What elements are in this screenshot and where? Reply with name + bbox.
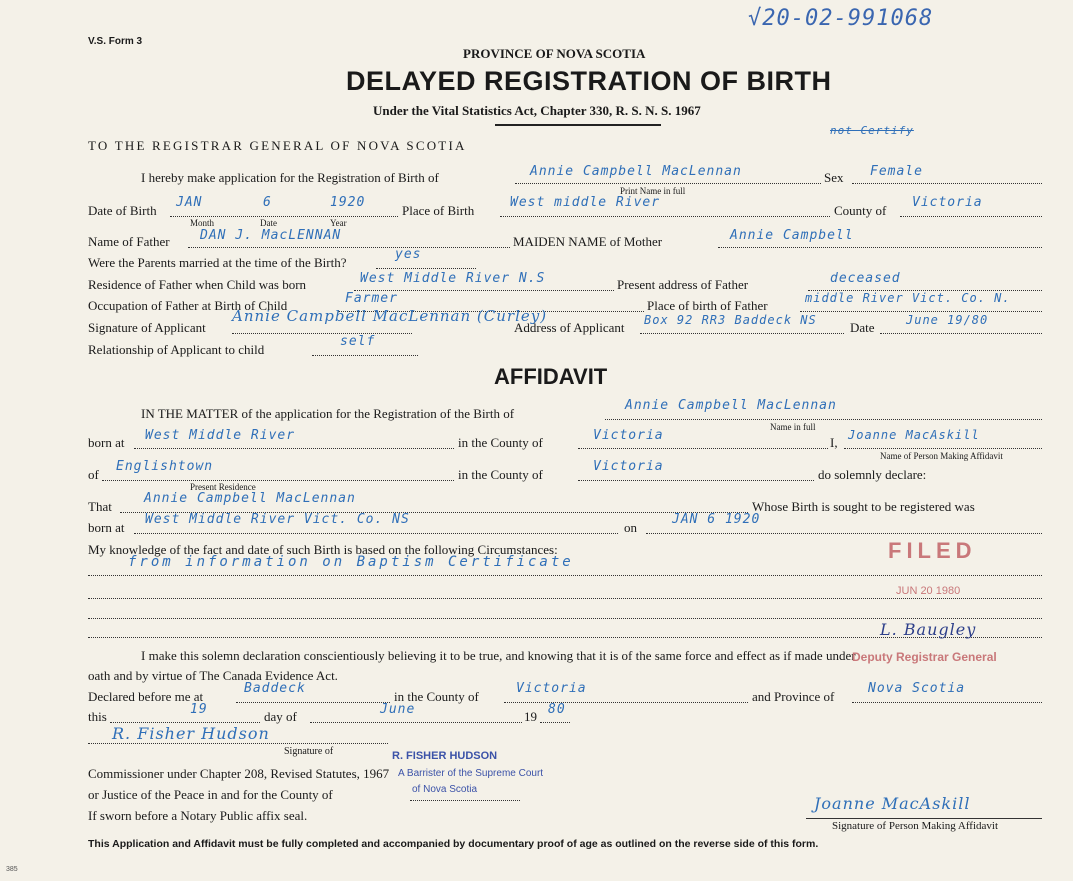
- dob-year: 1920: [330, 195, 366, 210]
- commissioner-line-3: If sworn before a Notary Public affix seal.: [88, 808, 308, 823]
- whose-birth-text: Whose Birth is sought to be registered was: [752, 499, 975, 514]
- dob-month: JAN: [176, 195, 203, 210]
- county-label-3: in the County of: [394, 689, 479, 704]
- matter-label: IN THE MATTER of the application for the Registration of the Birth of: [141, 406, 515, 421]
- matter-line: [605, 419, 1042, 420]
- intro-text: I hereby make application for the Registration of Birth of: [141, 170, 439, 185]
- commissioner-line-2: or Justice of the Peace in and for the County of: [88, 787, 333, 802]
- present-address-label: Present address of Father: [617, 277, 749, 292]
- commissioner-sig-line: [88, 743, 388, 744]
- of-label: of: [88, 467, 99, 482]
- born-on-line: [646, 533, 1042, 534]
- affiant-signature: Joanne MacAskill: [814, 794, 971, 813]
- that-name: Annie Campbell MacLennan: [144, 491, 356, 506]
- commissioner-signature: R. Fisher Hudson: [112, 724, 270, 743]
- sex-label: Sex: [824, 170, 844, 185]
- name-line: [515, 183, 821, 184]
- residence-line-2: [102, 480, 454, 481]
- sex-line: [852, 183, 1042, 184]
- hudson-stamp-name: R. FISHER HUDSON: [392, 750, 498, 762]
- born-at-value: West Middle River: [145, 428, 296, 443]
- circ-line-1: [88, 575, 1042, 576]
- father-name: DAN J. MacLENNAN: [200, 228, 342, 243]
- dob-line: [170, 216, 398, 217]
- residence-value-2: Englishtown: [116, 459, 214, 474]
- footer-note: This Application and Affidavit must be fully completed and accompanied by documentary proof of age as outlined on the reverse side of this form.: [88, 838, 819, 850]
- relationship-value: self: [340, 334, 376, 349]
- month-caption: Month: [190, 218, 215, 228]
- province-line: [852, 702, 1042, 703]
- county-value: Victoria: [912, 195, 983, 210]
- married-value: yes: [395, 247, 422, 262]
- relationship-line: [312, 355, 418, 356]
- maiden-line: [718, 247, 1042, 248]
- page-subtitle: Under the Vital Statistics Act, Chapter 330, R. S. N. S. 1967: [373, 103, 701, 118]
- born-at-line: [134, 448, 454, 449]
- addressee: TO THE REGISTRAR GENERAL OF NOVA SCOTIA: [88, 138, 467, 153]
- maiden-name: Annie Campbell: [730, 228, 854, 243]
- name-in-full-caption: Name in full: [770, 422, 816, 432]
- this-label: this: [88, 709, 107, 724]
- declared-at: Baddeck: [244, 681, 306, 696]
- circ-line-3: [88, 618, 1042, 619]
- county-line-3: [504, 702, 748, 703]
- declare-text: do solemnly declare:: [818, 467, 927, 482]
- year-value: 80: [548, 702, 566, 717]
- county-line: [900, 216, 1042, 217]
- born-at-label: born at: [88, 435, 125, 450]
- sex-value: Female: [870, 164, 923, 179]
- born-at-line-2: [134, 533, 618, 534]
- year-prefix: 19: [524, 709, 537, 724]
- relationship-label: Relationship of Applicant to child: [88, 342, 265, 357]
- year-line: [540, 722, 570, 723]
- province-value: Nova Scotia: [868, 681, 966, 696]
- signature-of-caption: Signature of: [284, 746, 334, 757]
- present-address-value: deceased: [830, 271, 901, 286]
- circ-line-2: [88, 598, 1042, 599]
- file-number: √20-02-991068: [748, 6, 934, 31]
- father-birthplace-line: [800, 311, 1042, 312]
- place-value: West middle River: [510, 195, 661, 210]
- on-label: on: [624, 520, 637, 535]
- affiant-caption: Name of Person Making Affidavit: [880, 451, 1003, 461]
- month-line: [310, 722, 522, 723]
- place-label: Place of Birth: [402, 203, 475, 218]
- that-label: That: [88, 499, 112, 514]
- knowledge-text: My knowledge of the fact and date of such Birth is based on the following Circumstances:: [88, 542, 558, 557]
- child-name: Annie Campbell MacLennan: [530, 164, 742, 179]
- date-label: Date: [850, 320, 875, 335]
- residence-value: West Middle River N.S: [360, 271, 546, 286]
- dob-day: 6: [263, 195, 272, 210]
- father-line: [188, 247, 510, 248]
- married-line: [376, 268, 476, 269]
- declared-label: Declared before me at: [88, 689, 204, 704]
- form-number: V.S. Form 3: [88, 36, 143, 47]
- affiant-sig-caption: Signature of Person Making Affidavit: [832, 820, 998, 832]
- father-label: Name of Father: [88, 234, 170, 249]
- registrar-title: Deputy Registrar General: [852, 650, 997, 664]
- address-line: [640, 333, 844, 334]
- title-rule: [495, 124, 661, 126]
- born-on-value: JAN 6 1920: [672, 512, 761, 527]
- signature-line: [232, 333, 412, 334]
- day-caption: Date: [260, 218, 277, 228]
- date-value: June 19/80: [906, 313, 989, 327]
- filed-stamp: FILED: [888, 538, 977, 563]
- county-label-1: in the County of: [458, 435, 543, 450]
- solemn-line-1: I make this solemn declaration conscientiously believing it to be true, and knowing that it is of the same force and effect as if made under: [141, 648, 856, 663]
- county-label: County of: [834, 203, 887, 218]
- province-label: and Province of: [752, 689, 835, 704]
- commissioner-county-line: [410, 800, 520, 801]
- county-line-1: [578, 448, 828, 449]
- year-caption: Year: [330, 218, 347, 228]
- signature-label: Signature of Applicant: [88, 320, 206, 335]
- affidavit-heading: AFFIDAVIT: [494, 364, 608, 389]
- month-value: June: [380, 702, 416, 717]
- maiden-label: MAIDEN NAME of Mother: [513, 234, 663, 249]
- hudson-stamp-line-2: A Barrister of the Supreme Court: [398, 768, 544, 779]
- affiant-line: [844, 448, 1042, 449]
- born-at-value-2: West Middle River Vict. Co. NS: [145, 512, 410, 527]
- commissioner-line-1: Commissioner under Chapter 208, Revised Statutes, 1967: [88, 766, 390, 781]
- address-label: Address of Applicant: [514, 320, 625, 335]
- circumstances: from information on Baptism Certificate: [128, 554, 574, 570]
- county-value-2: Victoria: [593, 459, 664, 474]
- province-heading: PROVINCE OF NOVA SCOTIA: [463, 46, 646, 61]
- affiant-name: Joanne MacAskill: [848, 428, 980, 442]
- applicant-signature: Annie Campbell MacLennan (Curley): [232, 307, 548, 325]
- print-name-caption: Print Name in full: [620, 186, 686, 196]
- filed-date: JUN 20 1980: [896, 585, 961, 597]
- affiant-sig-line: [806, 818, 1042, 819]
- dob-label: Date of Birth: [88, 203, 157, 218]
- date-line: [880, 333, 1042, 334]
- county-label-2: in the County of: [458, 467, 543, 482]
- place-line: [500, 216, 830, 217]
- day-line: [110, 722, 260, 723]
- corner-code: 385: [6, 866, 18, 873]
- father-birthplace-value: middle River Vict. Co. N.: [805, 291, 1011, 305]
- county-value-1: Victoria: [593, 428, 664, 443]
- day-value: 19: [190, 702, 208, 717]
- occupation-label: Occupation of Father at Birth of Child: [88, 298, 288, 313]
- residence-label: Residence of Father when Child was born: [88, 277, 307, 292]
- county-value-3: Victoria: [516, 681, 587, 696]
- county-line-2: [578, 480, 814, 481]
- married-label: Were the Parents married at the time of the Birth?: [88, 255, 347, 270]
- declared-line: [236, 702, 390, 703]
- page-title: DELAYED REGISTRATION OF BIRTH: [346, 66, 832, 96]
- father-birthplace-label: Place of birth of Father: [647, 298, 768, 313]
- occupation-value: Farmer: [345, 291, 398, 306]
- sex-struck: not Certify: [830, 124, 914, 137]
- day-of-label: day of: [264, 709, 297, 724]
- matter-name: Annie Campbell MacLennan: [625, 398, 837, 413]
- solemn-line-2: oath and by virtue of The Canada Evidence Act.: [88, 668, 338, 683]
- residence-caption: Present Residence: [190, 482, 256, 492]
- registrar-signature: L. Baugley: [880, 620, 977, 639]
- address-value: Box 92 RR3 Baddeck NS: [644, 313, 817, 327]
- born-at-label-2: born at: [88, 520, 125, 535]
- i-label: I,: [830, 435, 838, 450]
- hudson-stamp-line-3: of Nova Scotia: [412, 784, 478, 795]
